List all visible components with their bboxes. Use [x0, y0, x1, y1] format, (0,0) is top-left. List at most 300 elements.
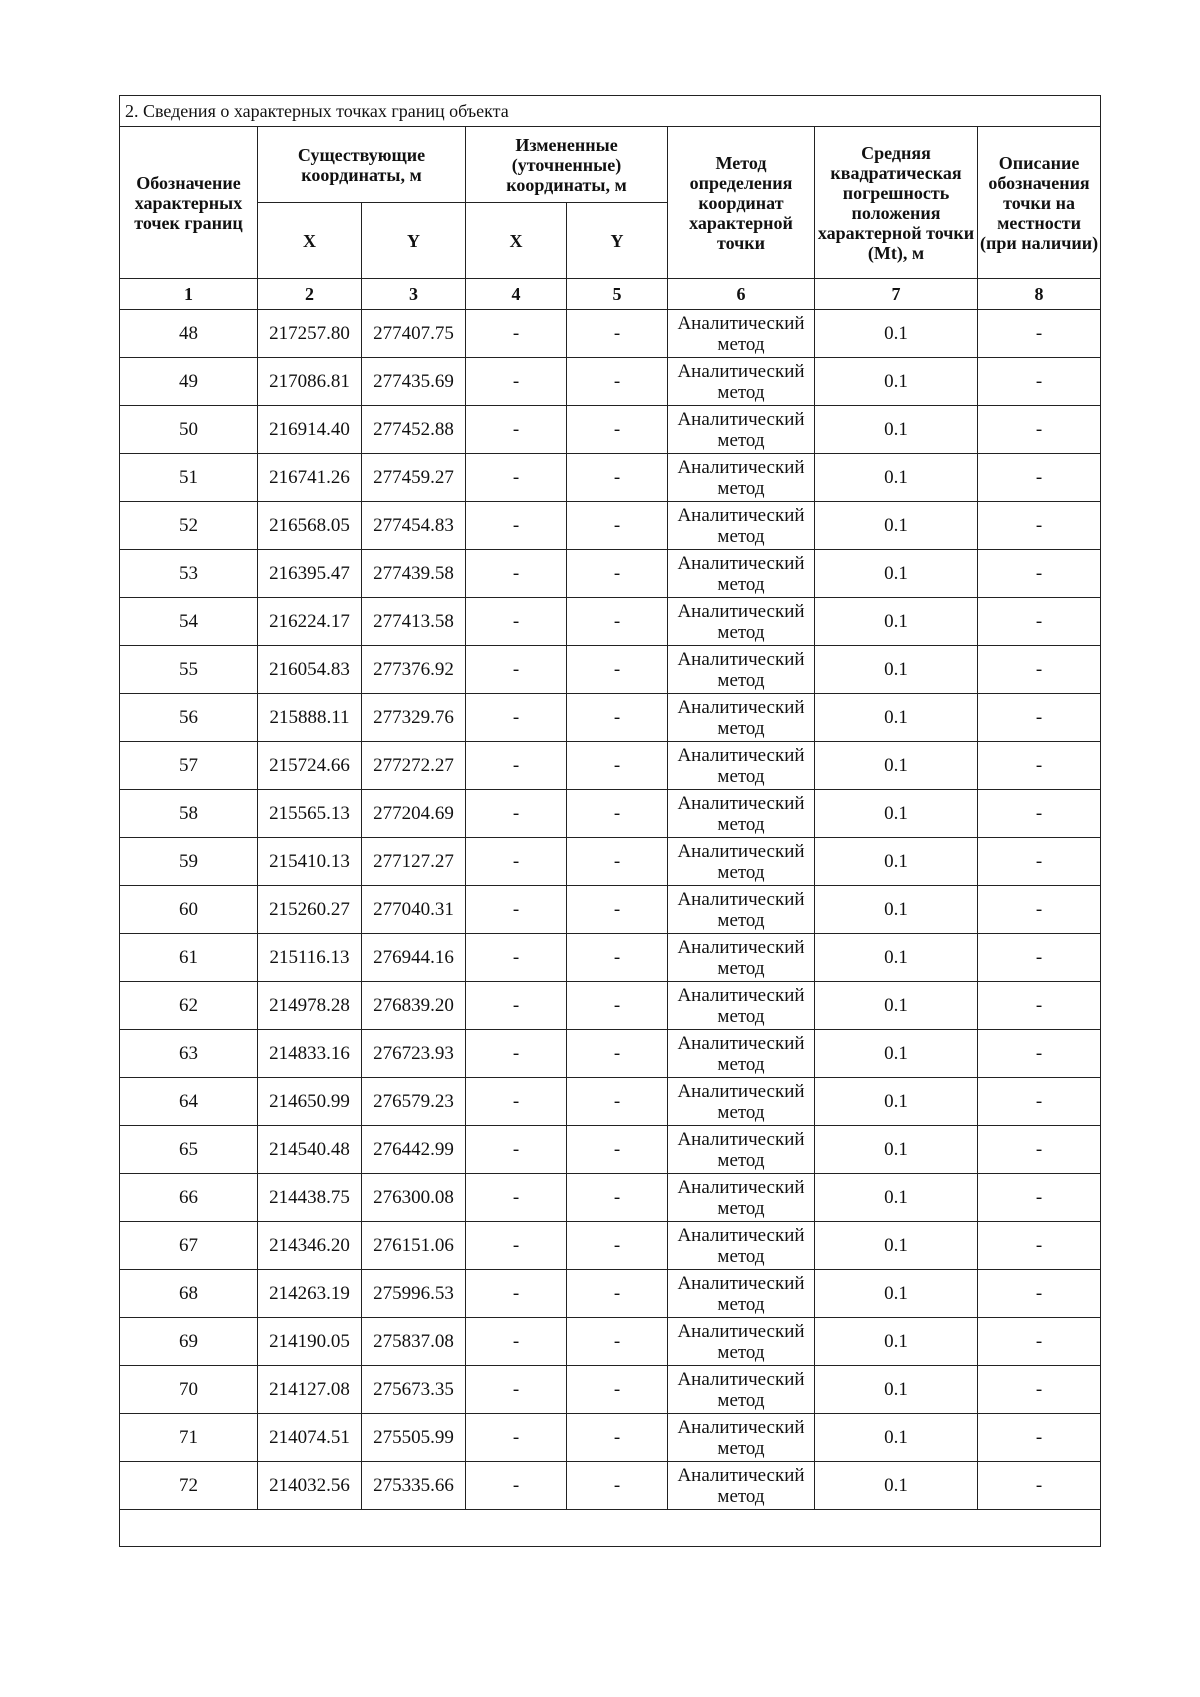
existing-y-cell: 277204.69 — [362, 790, 466, 838]
method-cell — [668, 886, 815, 934]
accuracy-cell: 0.1 — [815, 694, 978, 742]
accuracy-cell: 0.1 — [815, 550, 978, 598]
method-cell — [668, 934, 815, 982]
method-line-1: Аналитический — [677, 1176, 805, 1198]
point-cell: 48 — [120, 310, 258, 358]
table-row — [120, 1414, 1101, 1462]
existing-x-cell: 216568.05 — [258, 502, 362, 550]
table-row — [120, 1126, 1101, 1174]
table-row — [120, 694, 1101, 742]
changed-x-cell: - — [466, 1462, 567, 1510]
existing-x-cell: 214032.56 — [258, 1462, 362, 1510]
existing-y-cell: 275837.08 — [362, 1318, 466, 1366]
changed-y-cell: - — [567, 1078, 668, 1126]
method-cell — [668, 406, 815, 454]
column-number-row — [120, 279, 1101, 310]
changed-y-cell: - — [567, 358, 668, 406]
column-number: 2 — [258, 279, 362, 310]
changed-y-cell: - — [567, 1270, 668, 1318]
description-cell: - — [978, 1414, 1101, 1462]
method-cell — [668, 1318, 815, 1366]
header-method: Метод определения координат характерной точки — [668, 127, 815, 279]
existing-y-cell: 276442.99 — [362, 1126, 466, 1174]
changed-y-cell: - — [567, 742, 668, 790]
table-row — [120, 550, 1101, 598]
changed-y-cell: - — [567, 790, 668, 838]
existing-x-cell: 216054.83 — [258, 646, 362, 694]
changed-y-cell: - — [567, 1318, 668, 1366]
table-row — [120, 1318, 1101, 1366]
accuracy-cell: 0.1 — [815, 502, 978, 550]
table-row — [120, 502, 1101, 550]
existing-y-cell: 276579.23 — [362, 1078, 466, 1126]
accuracy-cell: 0.1 — [815, 358, 978, 406]
empty-footer-cell — [120, 1510, 1101, 1547]
accuracy-cell: 0.1 — [815, 310, 978, 358]
changed-x-cell: - — [466, 694, 567, 742]
method-line-2: метод — [717, 1053, 765, 1075]
method-cell — [668, 502, 815, 550]
method-line-2: метод — [717, 1101, 765, 1123]
column-number: 7 — [815, 279, 978, 310]
description-cell: - — [978, 358, 1101, 406]
accuracy-cell: 0.1 — [815, 790, 978, 838]
existing-x-cell: 214127.08 — [258, 1366, 362, 1414]
method-line-2: метод — [717, 1197, 765, 1219]
existing-y-cell: 275505.99 — [362, 1414, 466, 1462]
method-line-2: метод — [717, 1437, 765, 1459]
method-line-1: Аналитический — [677, 552, 805, 574]
method-line-1: Аналитический — [677, 408, 805, 430]
changed-x-cell: - — [466, 646, 567, 694]
table-row — [120, 598, 1101, 646]
table-row — [120, 1030, 1101, 1078]
changed-x-cell: - — [466, 1366, 567, 1414]
point-cell: 65 — [120, 1126, 258, 1174]
description-cell: - — [978, 790, 1101, 838]
method-line-1: Аналитический — [677, 936, 805, 958]
point-cell: 49 — [120, 358, 258, 406]
changed-y-cell: - — [567, 1174, 668, 1222]
accuracy-cell: 0.1 — [815, 598, 978, 646]
method-line-2: метод — [717, 765, 765, 787]
point-cell: 59 — [120, 838, 258, 886]
method-line-1: Аналитический — [677, 1416, 805, 1438]
method-line-1: Аналитический — [677, 792, 805, 814]
point-cell: 55 — [120, 646, 258, 694]
point-cell: 60 — [120, 886, 258, 934]
method-line-2: метод — [717, 621, 765, 643]
changed-y-cell: - — [567, 982, 668, 1030]
table-row — [120, 1078, 1101, 1126]
method-line-1: Аналитический — [677, 360, 805, 382]
existing-y-cell: 277040.31 — [362, 886, 466, 934]
description-cell: - — [978, 742, 1101, 790]
changed-x-cell: - — [466, 406, 567, 454]
changed-x-cell: - — [466, 550, 567, 598]
method-line-2: метод — [717, 1485, 765, 1507]
changed-y-cell: - — [567, 406, 668, 454]
existing-y-cell: 277459.27 — [362, 454, 466, 502]
changed-y-cell: - — [567, 886, 668, 934]
method-line-2: метод — [717, 525, 765, 547]
existing-x-cell: 217086.81 — [258, 358, 362, 406]
accuracy-cell: 0.1 — [815, 406, 978, 454]
point-cell: 67 — [120, 1222, 258, 1270]
point-cell: 56 — [120, 694, 258, 742]
method-cell — [668, 694, 815, 742]
method-line-2: метод — [717, 813, 765, 835]
accuracy-cell: 0.1 — [815, 646, 978, 694]
existing-x-cell: 214190.05 — [258, 1318, 362, 1366]
method-line-1: Аналитический — [677, 456, 805, 478]
header-existing-x: X — [258, 203, 362, 279]
existing-y-cell: 276723.93 — [362, 1030, 466, 1078]
header-changed-coords: Измененные (уточненные) координаты, м — [466, 127, 668, 203]
method-line-2: метод — [717, 573, 765, 595]
method-line-2: метод — [717, 669, 765, 691]
existing-x-cell: 214978.28 — [258, 982, 362, 1030]
method-line-2: метод — [717, 429, 765, 451]
header-description: Описание обозначения точки на местности (при наличии) — [978, 127, 1101, 279]
existing-x-cell: 216741.26 — [258, 454, 362, 502]
changed-y-cell: - — [567, 310, 668, 358]
table-body — [120, 310, 1101, 1510]
accuracy-cell: 0.1 — [815, 1462, 978, 1510]
existing-x-cell: 215888.11 — [258, 694, 362, 742]
point-cell: 68 — [120, 1270, 258, 1318]
accuracy-cell: 0.1 — [815, 1030, 978, 1078]
changed-y-cell: - — [567, 1462, 668, 1510]
method-line-2: метод — [717, 1149, 765, 1171]
changed-y-cell: - — [567, 502, 668, 550]
point-cell: 62 — [120, 982, 258, 1030]
method-line-2: метод — [717, 381, 765, 403]
method-line-2: метод — [717, 1341, 765, 1363]
point-cell: 50 — [120, 406, 258, 454]
changed-y-cell: - — [567, 1414, 668, 1462]
method-line-2: метод — [717, 1389, 765, 1411]
description-cell: - — [978, 1270, 1101, 1318]
changed-y-cell: - — [567, 646, 668, 694]
existing-x-cell: 215116.13 — [258, 934, 362, 982]
description-cell: - — [978, 502, 1101, 550]
method-cell — [668, 550, 815, 598]
point-cell: 71 — [120, 1414, 258, 1462]
changed-y-cell: - — [567, 598, 668, 646]
existing-y-cell: 277329.76 — [362, 694, 466, 742]
method-line-1: Аналитический — [677, 696, 805, 718]
existing-y-cell: 276151.06 — [362, 1222, 466, 1270]
changed-x-cell: - — [466, 502, 567, 550]
table-row — [120, 838, 1101, 886]
method-line-1: Аналитический — [677, 744, 805, 766]
table-row — [120, 406, 1101, 454]
description-cell: - — [978, 934, 1101, 982]
table-row — [120, 1270, 1101, 1318]
method-line-1: Аналитический — [677, 600, 805, 622]
accuracy-cell: 0.1 — [815, 1222, 978, 1270]
method-line-1: Аналитический — [677, 840, 805, 862]
point-cell: 57 — [120, 742, 258, 790]
table-row — [120, 1366, 1101, 1414]
description-cell: - — [978, 550, 1101, 598]
method-cell — [668, 310, 815, 358]
method-cell — [668, 1414, 815, 1462]
method-line-1: Аналитический — [677, 1272, 805, 1294]
method-line-1: Аналитический — [677, 984, 805, 1006]
point-cell: 61 — [120, 934, 258, 982]
method-cell — [668, 1270, 815, 1318]
method-line-1: Аналитический — [677, 888, 805, 910]
table-row — [120, 454, 1101, 502]
accuracy-cell: 0.1 — [815, 1318, 978, 1366]
point-cell: 66 — [120, 1174, 258, 1222]
description-cell: - — [978, 1462, 1101, 1510]
existing-y-cell: 275673.35 — [362, 1366, 466, 1414]
table-row — [120, 1462, 1101, 1510]
changed-x-cell: - — [466, 1174, 567, 1222]
existing-x-cell: 215724.66 — [258, 742, 362, 790]
method-line-1: Аналитический — [677, 504, 805, 526]
method-cell — [668, 646, 815, 694]
method-cell — [668, 1174, 815, 1222]
changed-x-cell: - — [466, 1030, 567, 1078]
method-line-2: метод — [717, 1005, 765, 1027]
description-cell: - — [978, 1318, 1101, 1366]
point-cell: 64 — [120, 1078, 258, 1126]
method-cell — [668, 1366, 815, 1414]
existing-y-cell: 277376.92 — [362, 646, 466, 694]
changed-y-cell: - — [567, 838, 668, 886]
changed-x-cell: - — [466, 742, 567, 790]
column-number: 5 — [567, 279, 668, 310]
header-accuracy: Средняя квадратическая погрешность положения характерной точки (Mt), м — [815, 127, 978, 279]
description-cell: - — [978, 1078, 1101, 1126]
changed-y-cell: - — [567, 1126, 668, 1174]
existing-x-cell: 216914.40 — [258, 406, 362, 454]
existing-y-cell: 276300.08 — [362, 1174, 466, 1222]
method-line-1: Аналитический — [677, 1464, 805, 1486]
table-row — [120, 358, 1101, 406]
changed-y-cell: - — [567, 694, 668, 742]
table-row — [120, 982, 1101, 1030]
accuracy-cell: 0.1 — [815, 982, 978, 1030]
header-existing-y: Y — [362, 203, 466, 279]
point-cell: 53 — [120, 550, 258, 598]
point-cell: 54 — [120, 598, 258, 646]
method-line-1: Аналитический — [677, 1080, 805, 1102]
existing-y-cell: 277435.69 — [362, 358, 466, 406]
boundary-points-table — [119, 95, 1101, 1547]
method-cell — [668, 1078, 815, 1126]
changed-x-cell: - — [466, 1222, 567, 1270]
point-cell: 52 — [120, 502, 258, 550]
changed-y-cell: - — [567, 934, 668, 982]
point-cell: 70 — [120, 1366, 258, 1414]
changed-y-cell: - — [567, 454, 668, 502]
point-cell: 58 — [120, 790, 258, 838]
empty-footer-row — [120, 1510, 1101, 1547]
accuracy-cell: 0.1 — [815, 1126, 978, 1174]
existing-y-cell: 275335.66 — [362, 1462, 466, 1510]
column-number: 6 — [668, 279, 815, 310]
method-cell — [668, 1222, 815, 1270]
existing-y-cell: 277127.27 — [362, 838, 466, 886]
table-row — [120, 646, 1101, 694]
method-cell — [668, 982, 815, 1030]
changed-y-cell: - — [567, 1030, 668, 1078]
method-cell — [668, 838, 815, 886]
method-cell — [668, 598, 815, 646]
changed-x-cell: - — [466, 1318, 567, 1366]
column-number: 3 — [362, 279, 466, 310]
method-cell — [668, 1462, 815, 1510]
method-line-1: Аналитический — [677, 1128, 805, 1150]
changed-x-cell: - — [466, 598, 567, 646]
boundary-points-document — [119, 95, 1100, 1547]
description-cell: - — [978, 310, 1101, 358]
changed-y-cell: - — [567, 550, 668, 598]
changed-x-cell: - — [466, 310, 567, 358]
existing-y-cell: 277454.83 — [362, 502, 466, 550]
method-line-1: Аналитический — [677, 1368, 805, 1390]
point-cell: 51 — [120, 454, 258, 502]
changed-x-cell: - — [466, 1270, 567, 1318]
existing-y-cell: 275996.53 — [362, 1270, 466, 1318]
changed-x-cell: - — [466, 1126, 567, 1174]
method-line-1: Аналитический — [677, 1320, 805, 1342]
existing-x-cell: 214263.19 — [258, 1270, 362, 1318]
existing-y-cell: 277439.58 — [362, 550, 466, 598]
method-line-2: метод — [717, 1293, 765, 1315]
method-line-2: метод — [717, 717, 765, 739]
table-row — [120, 1174, 1101, 1222]
description-cell: - — [978, 598, 1101, 646]
changed-x-cell: - — [466, 1414, 567, 1462]
existing-x-cell: 214650.99 — [258, 1078, 362, 1126]
existing-x-cell: 214074.51 — [258, 1414, 362, 1462]
changed-x-cell: - — [466, 934, 567, 982]
table-row — [120, 790, 1101, 838]
existing-y-cell: 276839.20 — [362, 982, 466, 1030]
method-cell — [668, 790, 815, 838]
changed-x-cell: - — [466, 1078, 567, 1126]
existing-y-cell: 277272.27 — [362, 742, 466, 790]
existing-x-cell: 216224.17 — [258, 598, 362, 646]
header-changed-y: Y — [567, 203, 668, 279]
method-line-1: Аналитический — [677, 312, 805, 334]
existing-x-cell: 214540.48 — [258, 1126, 362, 1174]
table-row — [120, 310, 1101, 358]
description-cell: - — [978, 406, 1101, 454]
existing-y-cell: 277407.75 — [362, 310, 466, 358]
column-number: 8 — [978, 279, 1101, 310]
method-line-1: Аналитический — [677, 648, 805, 670]
header-changed-x: X — [466, 203, 567, 279]
table-row — [120, 1222, 1101, 1270]
existing-x-cell: 215260.27 — [258, 886, 362, 934]
description-cell: - — [978, 1174, 1101, 1222]
column-number: 4 — [466, 279, 567, 310]
point-cell: 69 — [120, 1318, 258, 1366]
method-line-2: метод — [717, 333, 765, 355]
accuracy-cell: 0.1 — [815, 886, 978, 934]
existing-y-cell: 277452.88 — [362, 406, 466, 454]
header-point-designation: Обозначение характерных точек границ — [120, 127, 258, 279]
changed-x-cell: - — [466, 886, 567, 934]
changed-x-cell: - — [466, 838, 567, 886]
method-line-2: метод — [717, 861, 765, 883]
existing-x-cell: 216395.47 — [258, 550, 362, 598]
method-line-2: метод — [717, 477, 765, 499]
description-cell: - — [978, 838, 1101, 886]
changed-y-cell: - — [567, 1222, 668, 1270]
existing-x-cell: 215410.13 — [258, 838, 362, 886]
table-row — [120, 886, 1101, 934]
description-cell: - — [978, 1366, 1101, 1414]
method-line-1: Аналитический — [677, 1224, 805, 1246]
accuracy-cell: 0.1 — [815, 934, 978, 982]
accuracy-cell: 0.1 — [815, 1270, 978, 1318]
point-cell: 72 — [120, 1462, 258, 1510]
method-cell — [668, 742, 815, 790]
table-row — [120, 742, 1101, 790]
existing-y-cell: 276944.16 — [362, 934, 466, 982]
header-existing-coords: Существующие координаты, м — [258, 127, 466, 203]
method-line-1: Аналитический — [677, 1032, 805, 1054]
changed-x-cell: - — [466, 790, 567, 838]
existing-x-cell: 217257.80 — [258, 310, 362, 358]
accuracy-cell: 0.1 — [815, 742, 978, 790]
method-line-2: метод — [717, 1245, 765, 1267]
table-row — [120, 934, 1101, 982]
method-cell — [668, 1030, 815, 1078]
method-cell — [668, 1126, 815, 1174]
column-number: 1 — [120, 279, 258, 310]
description-cell: - — [978, 1222, 1101, 1270]
accuracy-cell: 0.1 — [815, 1414, 978, 1462]
changed-x-cell: - — [466, 454, 567, 502]
description-cell: - — [978, 454, 1101, 502]
existing-x-cell: 215565.13 — [258, 790, 362, 838]
method-cell — [668, 358, 815, 406]
accuracy-cell: 0.1 — [815, 454, 978, 502]
method-cell — [668, 454, 815, 502]
changed-y-cell: - — [567, 1366, 668, 1414]
description-cell: - — [978, 982, 1101, 1030]
description-cell: - — [978, 886, 1101, 934]
method-line-2: метод — [717, 909, 765, 931]
accuracy-cell: 0.1 — [815, 1078, 978, 1126]
existing-x-cell: 214438.75 — [258, 1174, 362, 1222]
changed-x-cell: - — [466, 982, 567, 1030]
existing-x-cell: 214833.16 — [258, 1030, 362, 1078]
description-cell: - — [978, 694, 1101, 742]
section-title: 2. Сведения о характерных точках границ объекта — [120, 96, 1101, 127]
accuracy-cell: 0.1 — [815, 838, 978, 886]
point-cell: 63 — [120, 1030, 258, 1078]
changed-x-cell: - — [466, 358, 567, 406]
description-cell: - — [978, 1126, 1101, 1174]
method-line-2: метод — [717, 957, 765, 979]
accuracy-cell: 0.1 — [815, 1174, 978, 1222]
existing-x-cell: 214346.20 — [258, 1222, 362, 1270]
existing-y-cell: 277413.58 — [362, 598, 466, 646]
description-cell: - — [978, 646, 1101, 694]
description-cell: - — [978, 1030, 1101, 1078]
accuracy-cell: 0.1 — [815, 1366, 978, 1414]
